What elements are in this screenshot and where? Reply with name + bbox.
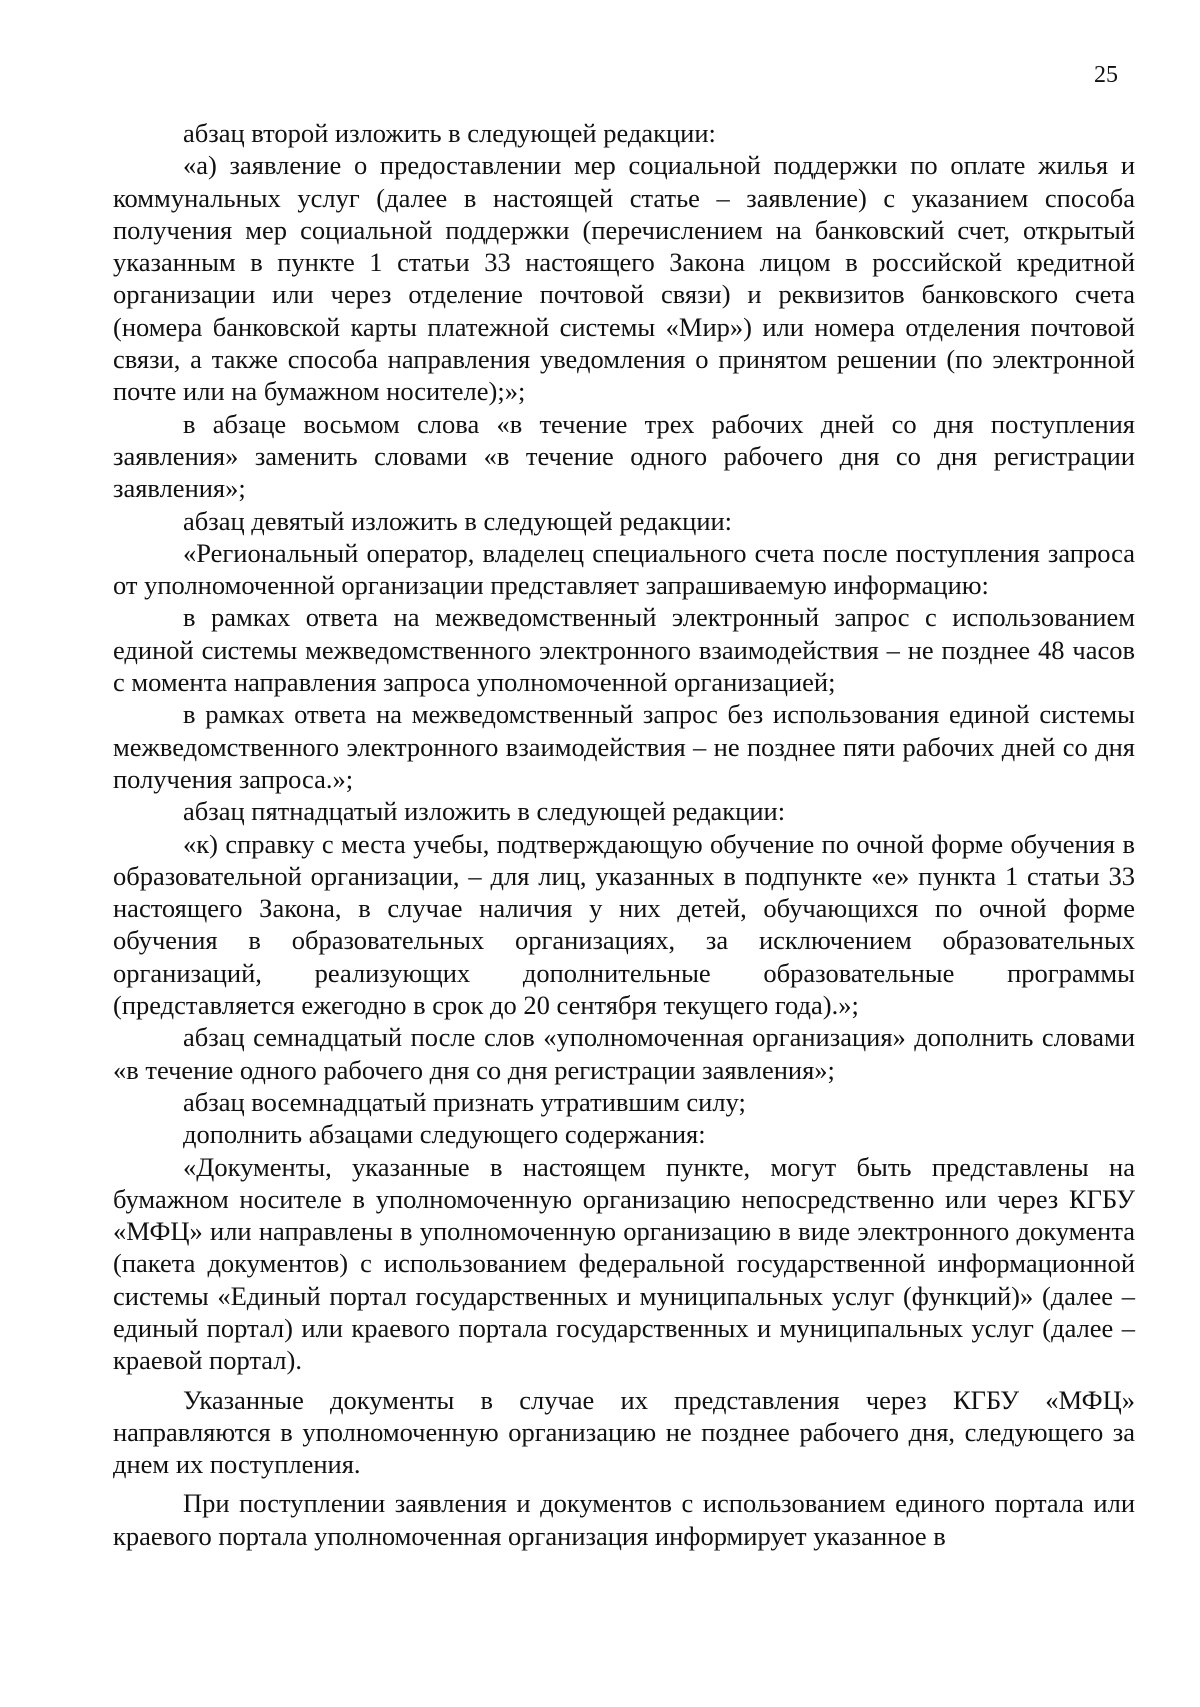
paragraph: «а) заявление о предоставлении мер социальной поддержки по оплате жилья и коммунальных услуг (далее в настоящей статье – заявление) с указанием способа получения мер социальной поддержки (перечислением на банковский счет, открытый указанным в пункте 1 статьи 33 настоящего Закона лицом в российской кредитной организации или через отделение почтовой связи) и реквизитов банковского счета (номера банковской карты платежной системы «Мир») или номера отделения почтовой связи, а также способа направления уведомления о принятом решении (по электронной почте или на бумажном носителе);»; bbox=[113, 150, 1135, 407]
paragraph: абзац пятнадцатый изложить в следующей редакции: bbox=[183, 796, 786, 827]
paragraph: «Документы, указанные в настоящем пункте, могут быть представлены на бумажном носителе в уполномоченную организацию непосредственно или через КГБУ «МФЦ» или направлены в уполномоченную организацию в виде электронного документа (пакета документов) с использованием федеральной государственной информационной системы «Единый портал государственных и муниципальных услуг (функций)» (далее – единый портал) или краевого портала государственных и муниципальных услуг (далее – краевой портал). bbox=[113, 1151, 1135, 1376]
paragraph: в рамках ответа на межведомственный запрос без использования единой системы межведомственного электронного взаимодействия – не позднее пяти рабочих дней со дня получения запроса.»; bbox=[113, 699, 1135, 794]
paragraph: Указанные документы в случае их представления через КГБУ «МФЦ» направляются в уполномоченную организацию не позднее рабочего дня, следующего за днем их поступления. bbox=[113, 1384, 1135, 1480]
document-body bbox=[113, 117, 1135, 1552]
paragraph: в рамках ответа на межведомственный электронный запрос с использованием единой системы межведомственного электронного взаимодействия – не позднее 48 часов с момента направления запроса уполномоченной организацией; bbox=[113, 602, 1135, 698]
paragraph: «Региональный оператор, владелец специального счета после поступления запроса от уполномоченной организации представляет запрашиваемую информацию: bbox=[113, 537, 1135, 601]
paragraph: абзац девятый изложить в следующей редакции: bbox=[183, 505, 733, 536]
paragraph: абзац восемнадцатый признать утратившим силу; bbox=[183, 1086, 746, 1117]
paragraph: дополнить абзацами следующего содержания: bbox=[183, 1119, 706, 1150]
page-number: 25 bbox=[1094, 62, 1118, 88]
paragraph: абзац семнадцатый после слов «уполномоченная организация» дополнить словами «в течение одного рабочего дня со дня регистрации заявления»; bbox=[113, 1022, 1135, 1085]
paragraph: абзац второй изложить в следующей редакции: bbox=[183, 118, 716, 148]
paragraph: в абзаце восьмом слова «в течение трех рабочих дней со дня поступления заявления» заменить словами «в течение одного рабочего дня со дня регистрации заявления»; bbox=[113, 408, 1135, 504]
paragraph: При поступлении заявления и документов с использованием единого портала или краевого портала уполномоченная организация информирует указанное в bbox=[113, 1488, 1135, 1551]
paragraph: «к) справку с места учебы, подтверждающую обучение по очной форме обучения в образовательной организации, – для лиц, указанных в подпункте «е» пункта 1 статьи 33 настоящего Закона, в случае наличия у них детей, обучающихся по очной форме обучения в образовательных организациях, за исключением образовательных организаций, реализующих дополнительные образовательные программы (представляется ежегодно в срок до 20 сентября текущего года).»; bbox=[113, 828, 1135, 1021]
